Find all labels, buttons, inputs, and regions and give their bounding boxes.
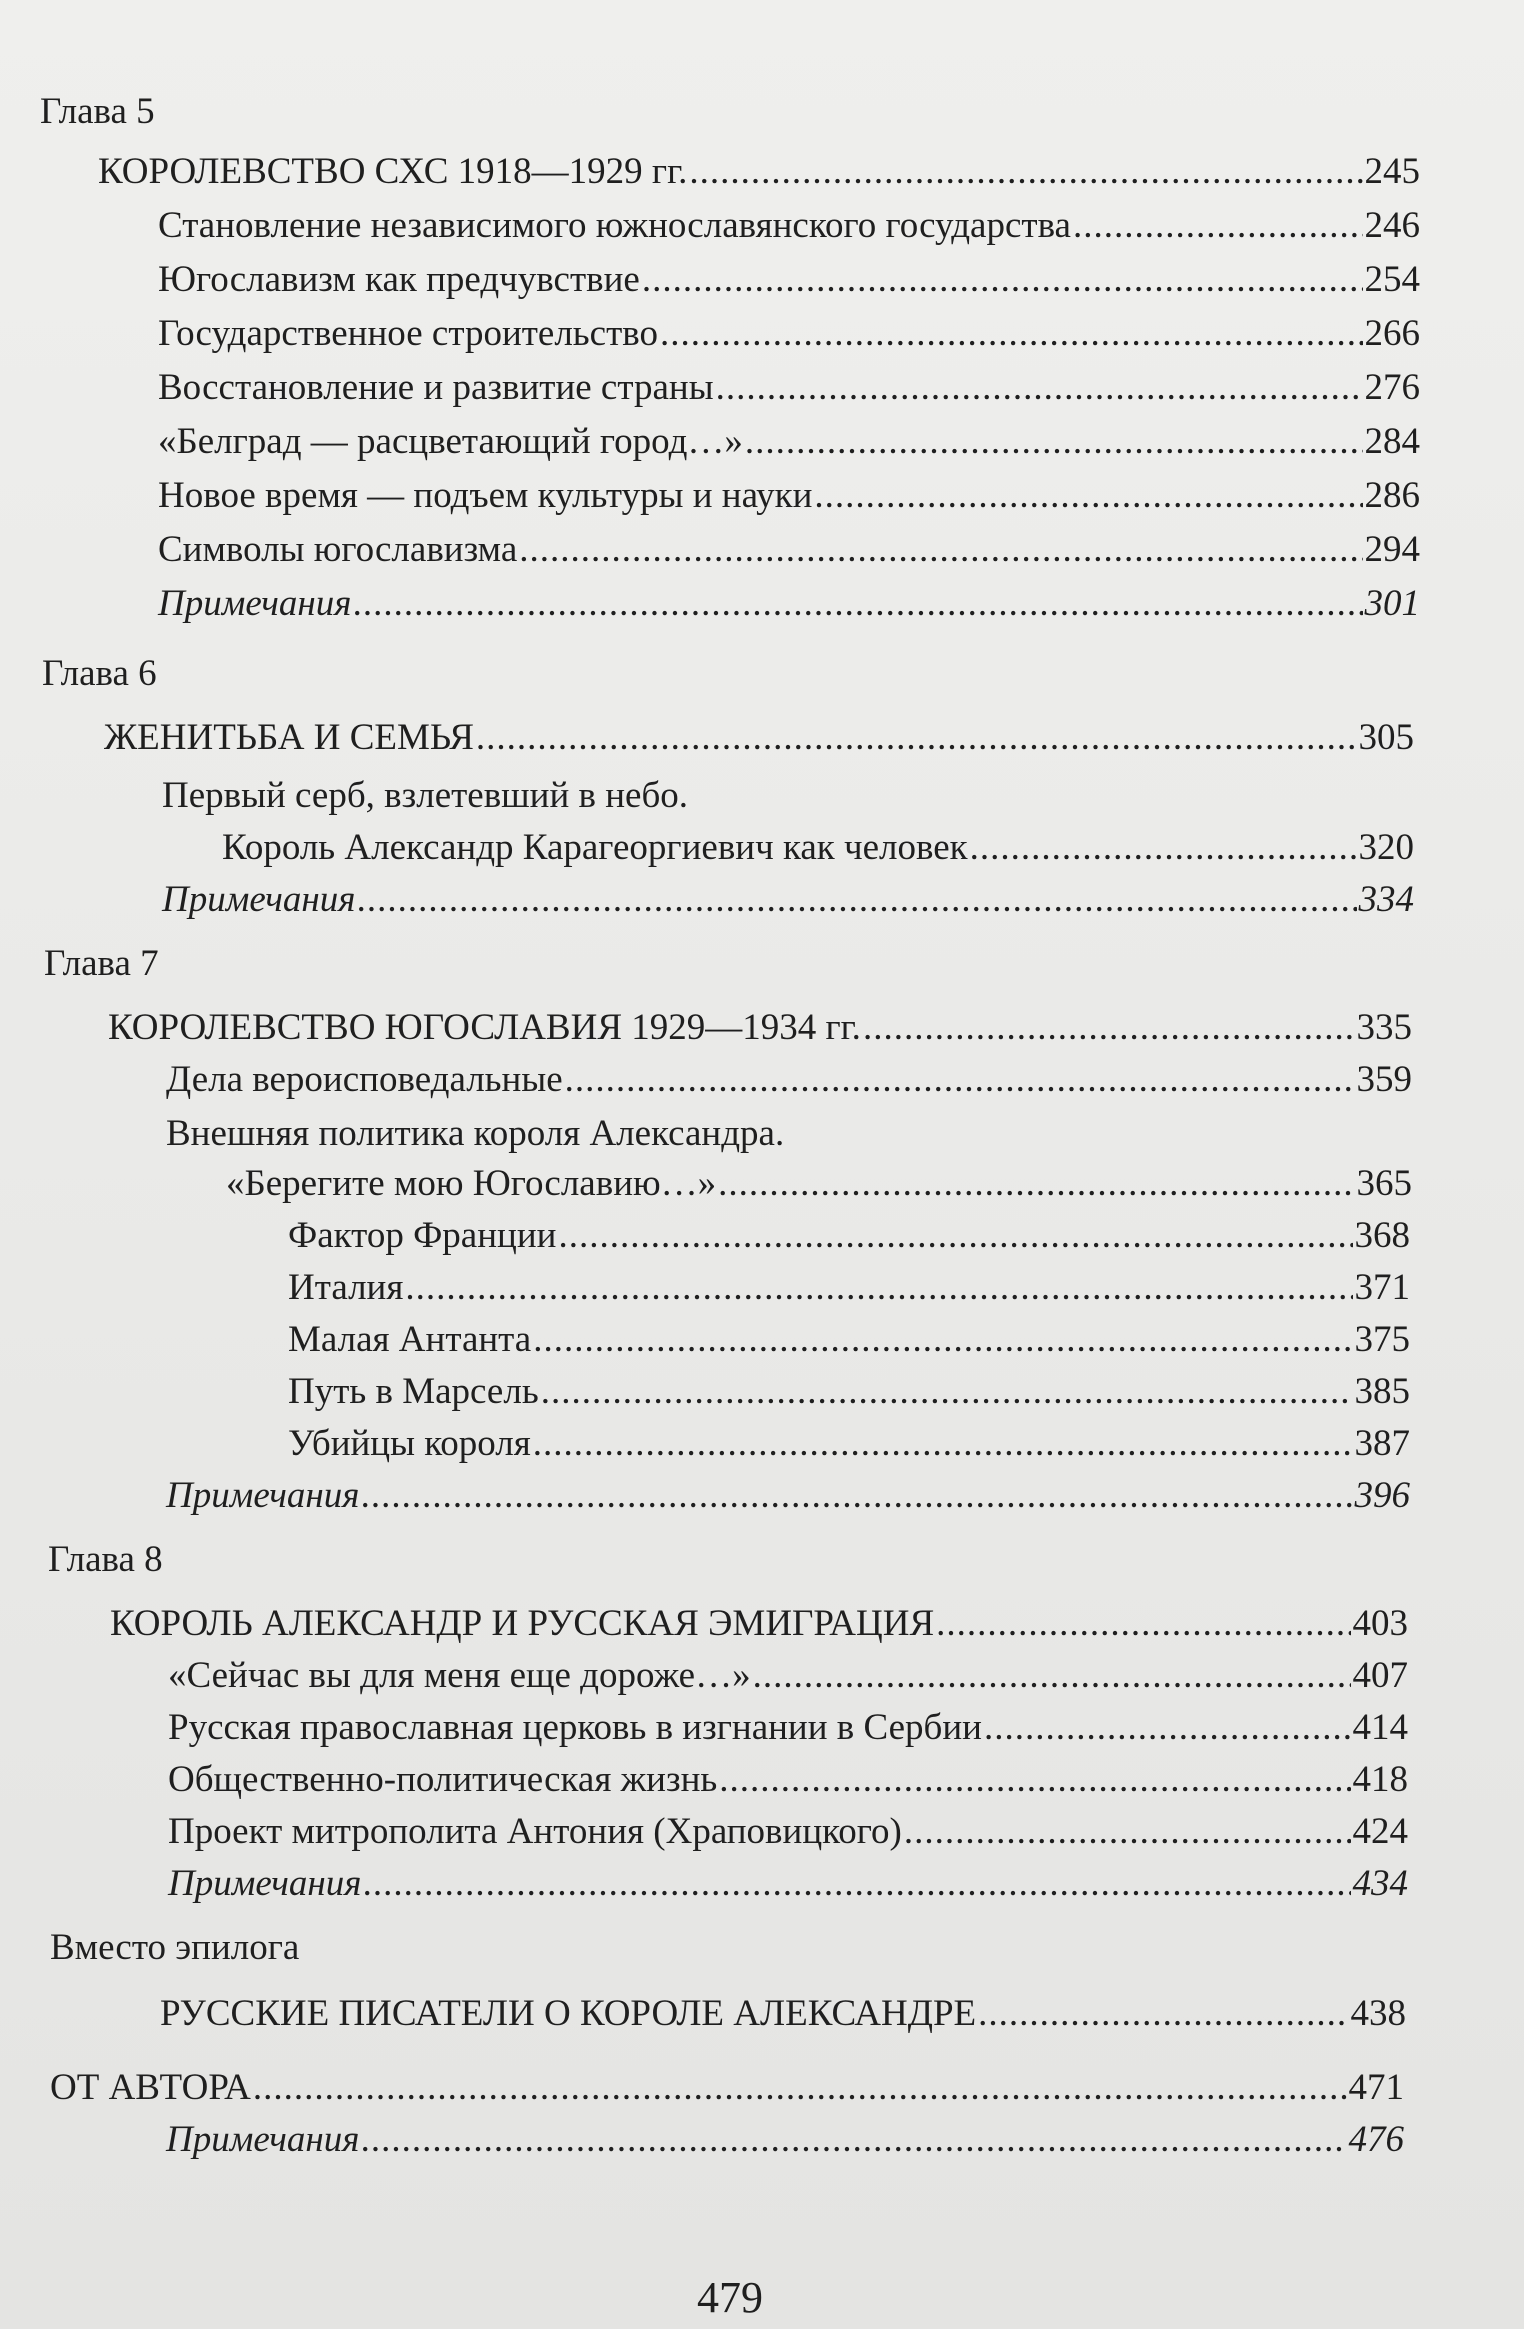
leader-dots: [476, 714, 1357, 762]
toc-entry-page: 368: [1354, 1215, 1410, 1256]
chapter-5-title-entry: [98, 148, 1420, 196]
toc-entry: [158, 310, 1420, 358]
toc-entry-title: Примечания: [166, 1475, 360, 1516]
leader-dots: [978, 1990, 1348, 2038]
toc-subentry: [288, 1420, 1410, 1468]
toc-entry-title: КОРОЛЬ АЛЕКСАНДР И РУССКАЯ ЭМИГРАЦИЯ: [110, 1603, 935, 1644]
toc-entry-title: Югославизм как предчувствие: [158, 259, 640, 300]
toc-subentry: [288, 1212, 1410, 1260]
toc-entry-line: Первый серб, взлетевший в небо.: [162, 775, 689, 816]
toc-entry-title: КОРОЛЕВСТВО СХС 1918—1929 гг.: [98, 151, 688, 192]
toc-entry-page: 414: [1352, 1707, 1408, 1748]
toc-entry-title: Италия: [288, 1267, 404, 1308]
toc-entry-page: 438: [1350, 1993, 1406, 2034]
toc-entry-title: «Сейчас вы для меня еще дороже…»: [168, 1655, 751, 1696]
leader-dots: [533, 1420, 1353, 1468]
toc-entry-page: 276: [1364, 367, 1420, 408]
toc-entry: [158, 256, 1420, 304]
toc-entry: [158, 202, 1420, 250]
toc-entry-title: Дела вероисповедальные: [166, 1059, 563, 1100]
toc-entry-title: Становление независимого южнославянского государства: [158, 205, 1071, 246]
toc-subentry: [288, 1316, 1410, 1364]
toc-entry-page: 387: [1354, 1423, 1410, 1464]
chapter-7-title-entry: [108, 1004, 1412, 1052]
chapter-6-label: Глава 6: [42, 653, 157, 694]
toc-entry-title: РУССКИЕ ПИСАТЕЛИ О КОРОЛЕ АЛЕКСАНДРЕ: [160, 1993, 977, 2034]
toc-entry: [222, 824, 1414, 872]
leader-dots: [718, 1160, 1354, 1208]
toc-entry-title: Малая Антанта: [288, 1319, 532, 1360]
toc-notes-entry: [166, 2116, 1404, 2164]
toc-entry-title: Примечания: [158, 583, 352, 624]
toc-subentry: [288, 1368, 1410, 1416]
epilogue-title-entry: [160, 1990, 1406, 2038]
toc-entry-title: Примечания: [168, 1863, 362, 1904]
leader-dots: [541, 1368, 1353, 1416]
toc-entry-page: 334: [1358, 879, 1414, 920]
chapter-8-title-entry: [110, 1600, 1408, 1648]
toc-entry-page: 294: [1364, 529, 1420, 570]
leader-dots: [361, 2116, 1346, 2164]
chapter-8-label: Глава 8: [48, 1539, 163, 1580]
leader-dots: [253, 2064, 1347, 2112]
leader-dots: [533, 1316, 1352, 1364]
page-number: 479: [697, 2273, 763, 2322]
toc-entry: [168, 1808, 1408, 1856]
toc-entry-title: Король Александр Карагеоргиевич как человек: [222, 827, 968, 868]
toc-entry-title: «Берегите мою Югославию…»: [226, 1163, 717, 1204]
toc-entry-page: 305: [1358, 717, 1414, 758]
leader-dots: [936, 1600, 1350, 1648]
toc-entry-title: Восстановление и развитие страны: [158, 367, 714, 408]
toc-entry-page: 320: [1358, 827, 1414, 868]
toc-entry-page: 471: [1348, 2067, 1404, 2108]
toc-entry-page: 434: [1352, 1863, 1408, 1904]
toc-entry-title: Фактор Франции: [288, 1215, 557, 1256]
leader-dots: [970, 824, 1357, 872]
leader-dots: [660, 310, 1363, 358]
toc-entry-title: Русская православная церковь в изгнании в Сербии: [168, 1707, 982, 1748]
leader-dots: [719, 1756, 1350, 1804]
toc-entry-page: 245: [1364, 151, 1420, 192]
leader-dots: [558, 1212, 1352, 1260]
toc-entry-title: Примечания: [162, 879, 356, 920]
leader-dots: [405, 1264, 1352, 1312]
toc-entry-title: КОРОЛЕВСТВО ЮГОСЛАВИЯ 1929—1934 гг.: [108, 1007, 861, 1048]
toc-entry-page: 403: [1352, 1603, 1408, 1644]
toc-notes-entry: [166, 1472, 1410, 1520]
toc-entry: [158, 526, 1420, 574]
toc-entry: [158, 472, 1420, 520]
toc-entry-page: 266: [1364, 313, 1420, 354]
toc-entry-page: 375: [1354, 1319, 1410, 1360]
chapter-7-label: Глава 7: [44, 943, 159, 984]
leader-dots: [357, 876, 1356, 924]
toc-entry-page: 424: [1352, 1811, 1408, 1852]
toc-entry-title: ЖЕНИТЬБА И СЕМЬЯ: [104, 717, 474, 758]
toc-subentry: [288, 1264, 1410, 1312]
leader-dots: [565, 1056, 1355, 1104]
toc-entry: [168, 1704, 1408, 1752]
toc-entry-page: 254: [1364, 259, 1420, 300]
leader-dots: [753, 1652, 1351, 1700]
toc-entry-title: ОТ АВТОРА: [50, 2067, 251, 2108]
toc-entry: [168, 1756, 1408, 1804]
toc-notes-entry: [158, 580, 1420, 628]
toc-entry-page: 335: [1356, 1007, 1412, 1048]
leader-dots: [716, 364, 1363, 412]
leader-dots: [904, 1808, 1351, 1856]
toc-entry-title: Государственное строительство: [158, 313, 658, 354]
toc-entry-title: Общественно-политическая жизнь: [168, 1759, 718, 1800]
epilogue-label: Вместо эпилога: [50, 1927, 300, 1968]
author-title-entry: [50, 2064, 1404, 2112]
toc-entry-page: 246: [1364, 205, 1420, 246]
toc-entry-page: 365: [1356, 1163, 1412, 1204]
toc-entry-page: 359: [1356, 1059, 1412, 1100]
toc-entry-title: Новое время — подъем культуры и науки: [158, 475, 813, 516]
toc-entry-page: 286: [1364, 475, 1420, 516]
leader-dots: [745, 418, 1363, 466]
toc-entry-page: 476: [1348, 2119, 1404, 2160]
leader-dots: [519, 526, 1362, 574]
toc-entry-page: 396: [1354, 1475, 1410, 1516]
toc-entry-page: 371: [1354, 1267, 1410, 1308]
toc-entry: [158, 364, 1420, 412]
toc-entry-title: Символы югославизма: [158, 529, 518, 570]
toc-entry: [226, 1160, 1412, 1208]
toc-entry-title: «Белград — расцветающий город…»: [158, 421, 743, 462]
toc-entry-title: Путь в Марсель: [288, 1371, 539, 1412]
toc-notes-entry: [162, 876, 1414, 924]
toc-entry-page: 301: [1364, 583, 1420, 624]
toc-entry: [168, 1652, 1408, 1700]
leader-dots: [353, 580, 1362, 628]
toc-entry: [166, 1056, 1412, 1104]
leader-dots: [863, 1004, 1355, 1052]
leader-dots: [689, 148, 1362, 196]
chapter-5-label: Глава 5: [40, 91, 155, 132]
leader-dots: [363, 1860, 1350, 1908]
leader-dots: [984, 1704, 1351, 1752]
toc-entry-title: Проект митрополита Антония (Храповицкого): [168, 1811, 902, 1852]
toc-entry-page: 284: [1364, 421, 1420, 462]
leader-dots: [814, 472, 1362, 520]
leader-dots: [642, 256, 1363, 304]
toc-entry-page: 385: [1354, 1371, 1410, 1412]
chapter-6-title-entry: [104, 714, 1414, 762]
toc-entry-line: Внешняя политика короля Александра.: [166, 1113, 785, 1154]
leader-dots: [361, 1472, 1352, 1520]
leader-dots: [1073, 202, 1363, 250]
toc-entry-title: Примечания: [166, 2119, 360, 2160]
toc-entry-page: 418: [1352, 1759, 1408, 1800]
toc-notes-entry: [168, 1860, 1408, 1908]
toc-entry-title: Убийцы короля: [288, 1423, 531, 1464]
toc-entry-page: 407: [1352, 1655, 1408, 1696]
toc-entry: [158, 418, 1420, 466]
